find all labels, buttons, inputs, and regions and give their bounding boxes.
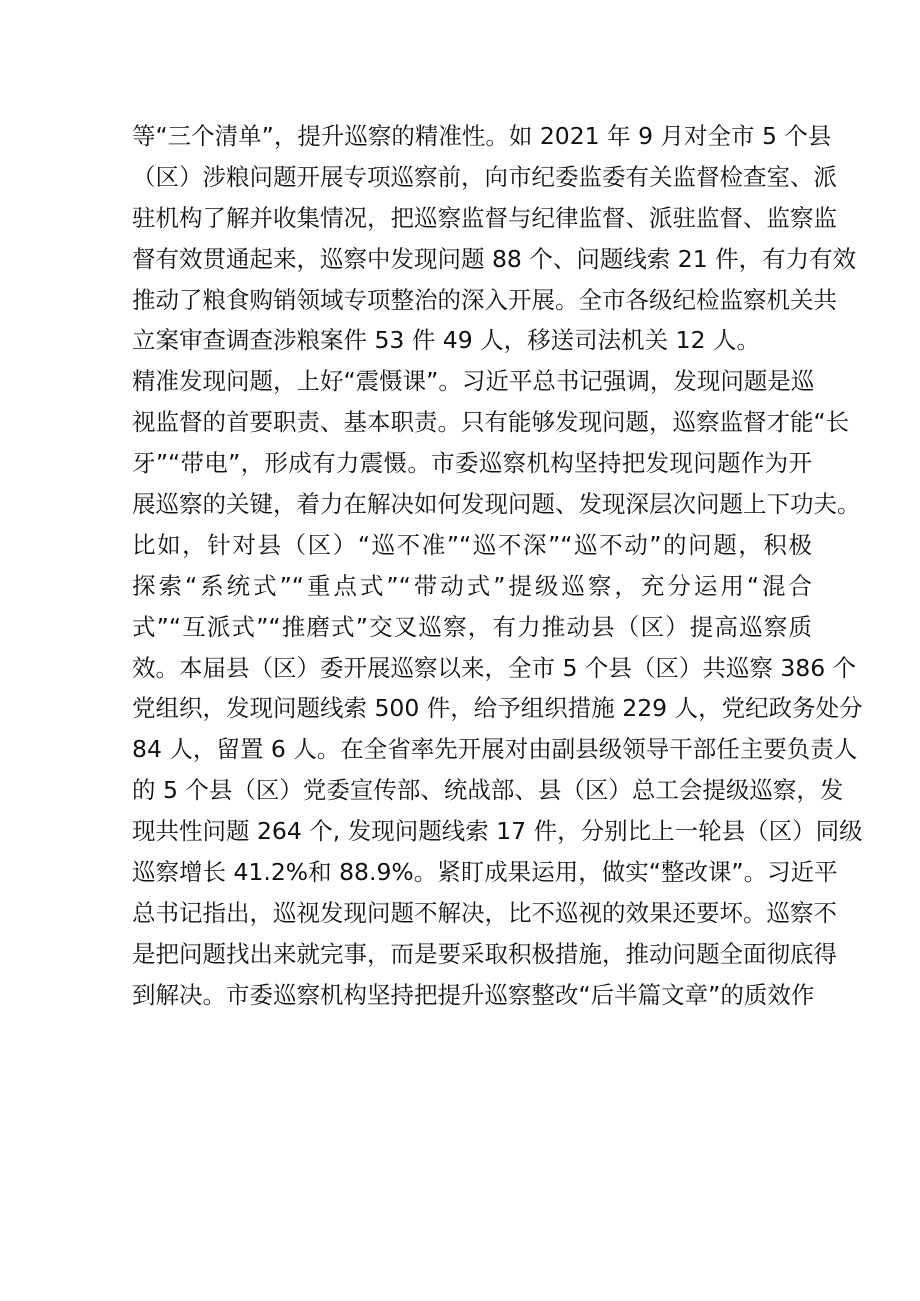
text-line: 84 人，留置 6 人。在全省率先开展对由副县级领导干部任主要负责人	[132, 735, 858, 764]
text-line: 比如，针对县（区）“巡不准”“巡不深”“巡不动”的问题，积极	[132, 530, 812, 559]
text-line: 巡察增长 41.2%和 88.9%。紧盯成果运用，做实“整改课”。习近平	[132, 858, 838, 887]
text-line: 督有效贯通起来，巡察中发现问题 88 个、问题线索 21 件，有力有效	[132, 244, 857, 273]
text-line: 到解决。市委巡察机构坚持把提升巡察整改“后半篇文章”的质效作	[132, 980, 815, 1009]
text-line: 现共性问题 264 个, 发现问题线索 17 件，分别比上一轮县（区）同级	[132, 817, 863, 846]
text-line: （区）涉粮问题开展专项巡察前，向市纪委监委有关监督检查室、派	[132, 162, 837, 191]
text-line: 视监督的首要职责、基本职责。只有能够发现问题，巡察监督才能“长	[132, 408, 850, 437]
text-line: 探索“系统式”“重点式”“带动式”提级巡察，充分运用“混合	[132, 571, 812, 600]
text-line: 效。本届县（区）委开展巡察以来，全市 5 个县（区）共巡察 386 个	[132, 653, 857, 682]
text-line: 精准发现问题，上好“震慑课”。习近平总书记强调，发现问题是巡	[132, 367, 815, 396]
text-line: 推动了粮食购销领域专项整治的深入开展。全市各级纪检监察机关共	[132, 285, 837, 314]
text-line: 的 5 个县（区）党委宣传部、统战部、县（区）总工会提级巡察，发	[132, 776, 844, 805]
text-line: 等“三个清单”，提升巡察的精准性。如 2021 年 9 月对全市 5 个县	[132, 122, 832, 150]
text-line: 立案审查调查涉粮案件 53 件 49 人，移送司法机关 12 人。	[132, 326, 761, 355]
body-text	[132, 116, 863, 1016]
text-line: 展巡察的关键，着力在解决如何发现问题、发现深层次问题上下功夫。	[132, 490, 861, 519]
text-line: 式”“互派式”“推磨式”交叉巡察，有力推动县（区）提高巡察质	[132, 612, 812, 641]
text-line: 党组织，发现问题线索 500 件，给予组织措施 229 人，党纪政务处分	[132, 694, 863, 723]
text-line: 驻机构了解并收集情况，把巡察监督与纪律监督、派驻监督、监察监	[132, 203, 837, 232]
text-line: 牙”“带电”，形成有力震慑。市委巡察机构坚持把发现问题作为开	[132, 449, 812, 478]
text-line: 总书记指出，巡视发现问题不解决，比不巡视的效果还要坏。巡察不	[132, 898, 837, 927]
text-line: 是把问题找出来就完事，而是要采取积极措施，推动问题全面彻底得	[132, 939, 837, 968]
